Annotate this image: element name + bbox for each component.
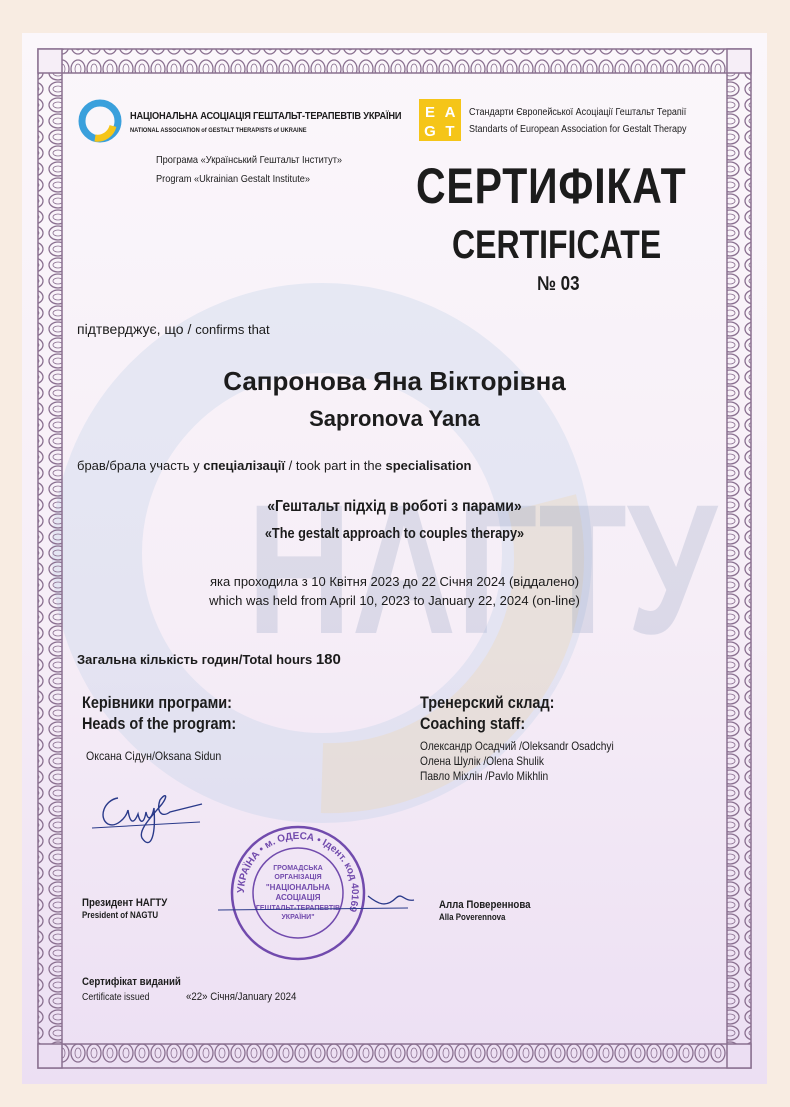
staff-item: Олена Шулік /Olena Shulik [420, 754, 544, 768]
total-hours [77, 651, 341, 668]
head-name: Оксана Сідун/Oksana Sidun [86, 749, 222, 763]
eagt-line-en: Standarts of European Association for Gestalt Therapy [469, 124, 687, 135]
eagt-letter-t: T [445, 123, 455, 140]
eagt-line-ua: Стандарти Європейської Асоціації Гештальт Терапії [469, 107, 687, 118]
issued-date: «22» Січня/January 2024 [186, 991, 297, 1003]
participation-bold-ua: спеціалізації [203, 458, 286, 473]
participation-pre-ua: брав/брала участь у [77, 458, 204, 473]
confirms-ua: підтверджує, що / [77, 321, 196, 337]
stamp-line: ОРГАНІЗАЦІЯ [274, 874, 322, 881]
org-name-en: NATIONAL ASSOCIATION of GESTALT THERAPISTS of UKRAINE [130, 127, 307, 134]
staff-label-en: Coaching staff: [420, 714, 526, 733]
held-dates-en: which was held from April 10, 2023 to January 22, 2024 (on-line) [209, 593, 580, 608]
heads-label-ua: Керівники програми: [82, 693, 232, 712]
recipient-name-ua: Сапронова Яна Вікторівна [223, 366, 566, 396]
stamp-line: УКРАЇНИ" [281, 914, 315, 921]
president-title-ua: Президент НАГТУ [82, 897, 168, 909]
recipient-name-en: Sapronova Yana [309, 406, 480, 431]
stamp-line: ГРОМАДСЬКА [273, 865, 323, 872]
issued-label-en: Certificate issued [82, 992, 150, 1003]
staff-item: Олександр Осадчий /Oleksandr Osadchyi [420, 739, 614, 753]
staff-item: Павло Міхлін /Pavlo Mikhlin [420, 769, 549, 783]
title-en: CERTIFICATE [452, 223, 662, 267]
president-name-ua: Алла Повереннова [439, 899, 531, 911]
eagt-letter-a: A [444, 104, 456, 121]
president-title-en: President of NAGTU [82, 910, 159, 920]
president-name-en: Alla Poverennova [439, 912, 506, 922]
eagt-logo-icon [419, 99, 461, 141]
heads-label-en: Heads of the program: [82, 714, 237, 733]
org-name-ua: НАЦІОНАЛЬНА АСОЦІАЦІЯ ГЕШТАЛЬТ-ТЕРАПЕВТІВ УКРАЇНИ [130, 110, 402, 122]
participation-bold-en: specialisation [385, 458, 472, 473]
participation-mid: / took part in the [285, 458, 386, 473]
hours-value: 180 [315, 651, 341, 668]
certificate-sheet [22, 33, 767, 1084]
stamp-ring-text: УКРАЇНА • м. ОДЕСА • Ідент. код 40169 [235, 830, 361, 914]
nagtu-logo-icon [75, 96, 125, 146]
watermark-text: НАГТУ [247, 467, 719, 673]
eagt-letter-g: G [424, 123, 436, 140]
confirms-en: confirms that [195, 322, 270, 337]
president-signature [218, 878, 418, 938]
hours-label-ua: Загальна кількість годин/ [77, 652, 243, 667]
stamp-line: ГЕШТАЛЬТ-ТЕРАПЕВТІВ [255, 905, 341, 912]
title-ua: СЕРТИФІКАТ [416, 158, 687, 214]
stamp-line: "НАЦІОНАЛЬНА [265, 883, 331, 892]
certificate-number: № 03 [537, 273, 580, 295]
course-title-ua: «Гештальт підхід в роботі з парами» [267, 498, 522, 515]
hours-label-en: Total hours [242, 652, 313, 667]
stamp-line: АСОЦІАЦІЯ [275, 893, 321, 902]
head-signature [90, 778, 205, 853]
held-dates-ua: яка проходила з 10 Квітня 2023 до 22 Січня 2024 (віддалено) [209, 574, 580, 589]
staff-label-ua: Тренерский склад: [420, 693, 555, 712]
course-title-en: «The gestalt approach to couples therapy» [264, 525, 525, 542]
eagt-letter-e: E [424, 104, 436, 121]
issued-label-ua: Сертифікат виданий [82, 976, 181, 988]
confirms-line [77, 321, 270, 337]
program-en: Program «Ukrainian Gestalt Institute» [156, 173, 311, 185]
program-ua: Програма «Український Гештальт Інститут» [156, 154, 343, 166]
participation-line [77, 458, 471, 473]
